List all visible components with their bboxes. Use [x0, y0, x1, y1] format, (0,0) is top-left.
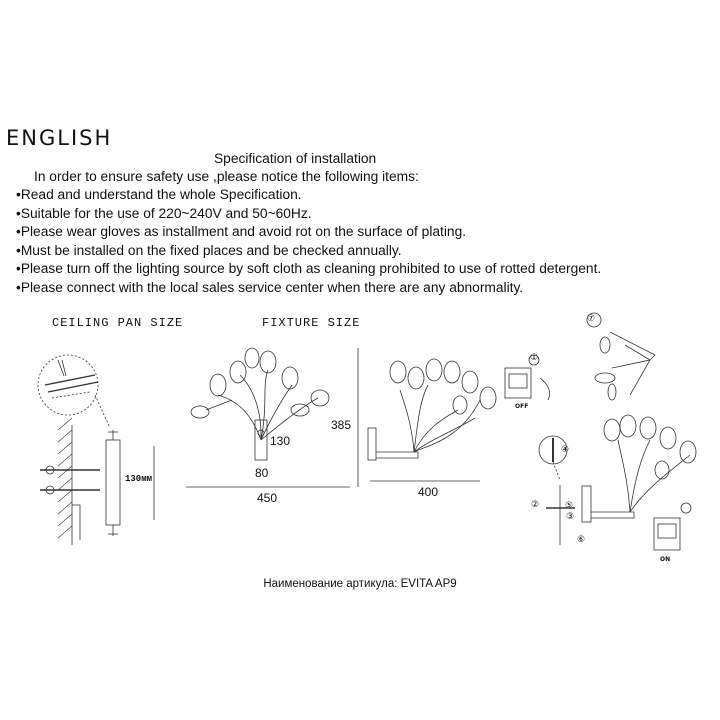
article-name-footer: Наименование артикула: EVITA AP9	[263, 578, 457, 590]
item-text: Read and understand the whole Specification.	[20, 187, 302, 203]
switch-off-label: OFF	[515, 403, 529, 410]
height-dimension: 385	[331, 418, 352, 432]
item-text: Suitable for the use of 220~240V and 50~60Hz.	[20, 205, 312, 222]
switch-on-label: ON	[660, 556, 671, 563]
item-text: Please connect with the local sales service center when there are any abnormality.	[20, 279, 524, 296]
step-marker-5: ⑤	[565, 501, 574, 511]
step-marker-1: ①	[530, 353, 539, 363]
item-text: Must be installed on the fixed places and be checked annually.	[20, 242, 402, 259]
front-pan-dimension: 130	[270, 434, 291, 448]
spec-title: Specification of installation	[214, 151, 377, 167]
fixture-size-label: FIXTURE SIZE	[262, 316, 361, 330]
fixture-side-drawing	[368, 359, 496, 481]
bullet: •	[16, 279, 21, 296]
front-width-dimension: 450	[257, 491, 278, 505]
ceiling-pan-drawing	[38, 355, 154, 545]
fixture-front-drawing	[186, 348, 358, 487]
pan-dimension: 130мм	[125, 474, 153, 484]
step-marker-3: ③	[566, 512, 575, 522]
language-heading: ENGLISH	[6, 126, 113, 150]
step-marker-2: ②	[531, 500, 540, 510]
side-depth-dimension: 400	[418, 485, 439, 499]
bullet: •	[16, 187, 21, 203]
bullet: •	[16, 261, 21, 278]
front-base-dimension: 80	[255, 466, 269, 480]
item-text: Please turn off the lighting source by soft cloth as cleaning prohibited to use of rotted detergent.	[20, 261, 602, 278]
bullet: •	[16, 205, 21, 222]
bullet: •	[16, 224, 21, 241]
installation-steps-drawing	[505, 313, 696, 550]
ceiling-pan-size-label: CEILING PAN SIZE	[52, 316, 184, 330]
spec-intro: In order to ensure safety use ,please notice the following items:	[34, 169, 419, 185]
step-marker-7: ⑦	[587, 314, 596, 324]
item-text: Please wear gloves as installment and avoid rot on the surface of plating.	[20, 224, 467, 241]
bullet: •	[16, 242, 21, 259]
step-marker-6: ⑥	[577, 535, 586, 545]
step-marker-4: ④	[561, 445, 570, 455]
